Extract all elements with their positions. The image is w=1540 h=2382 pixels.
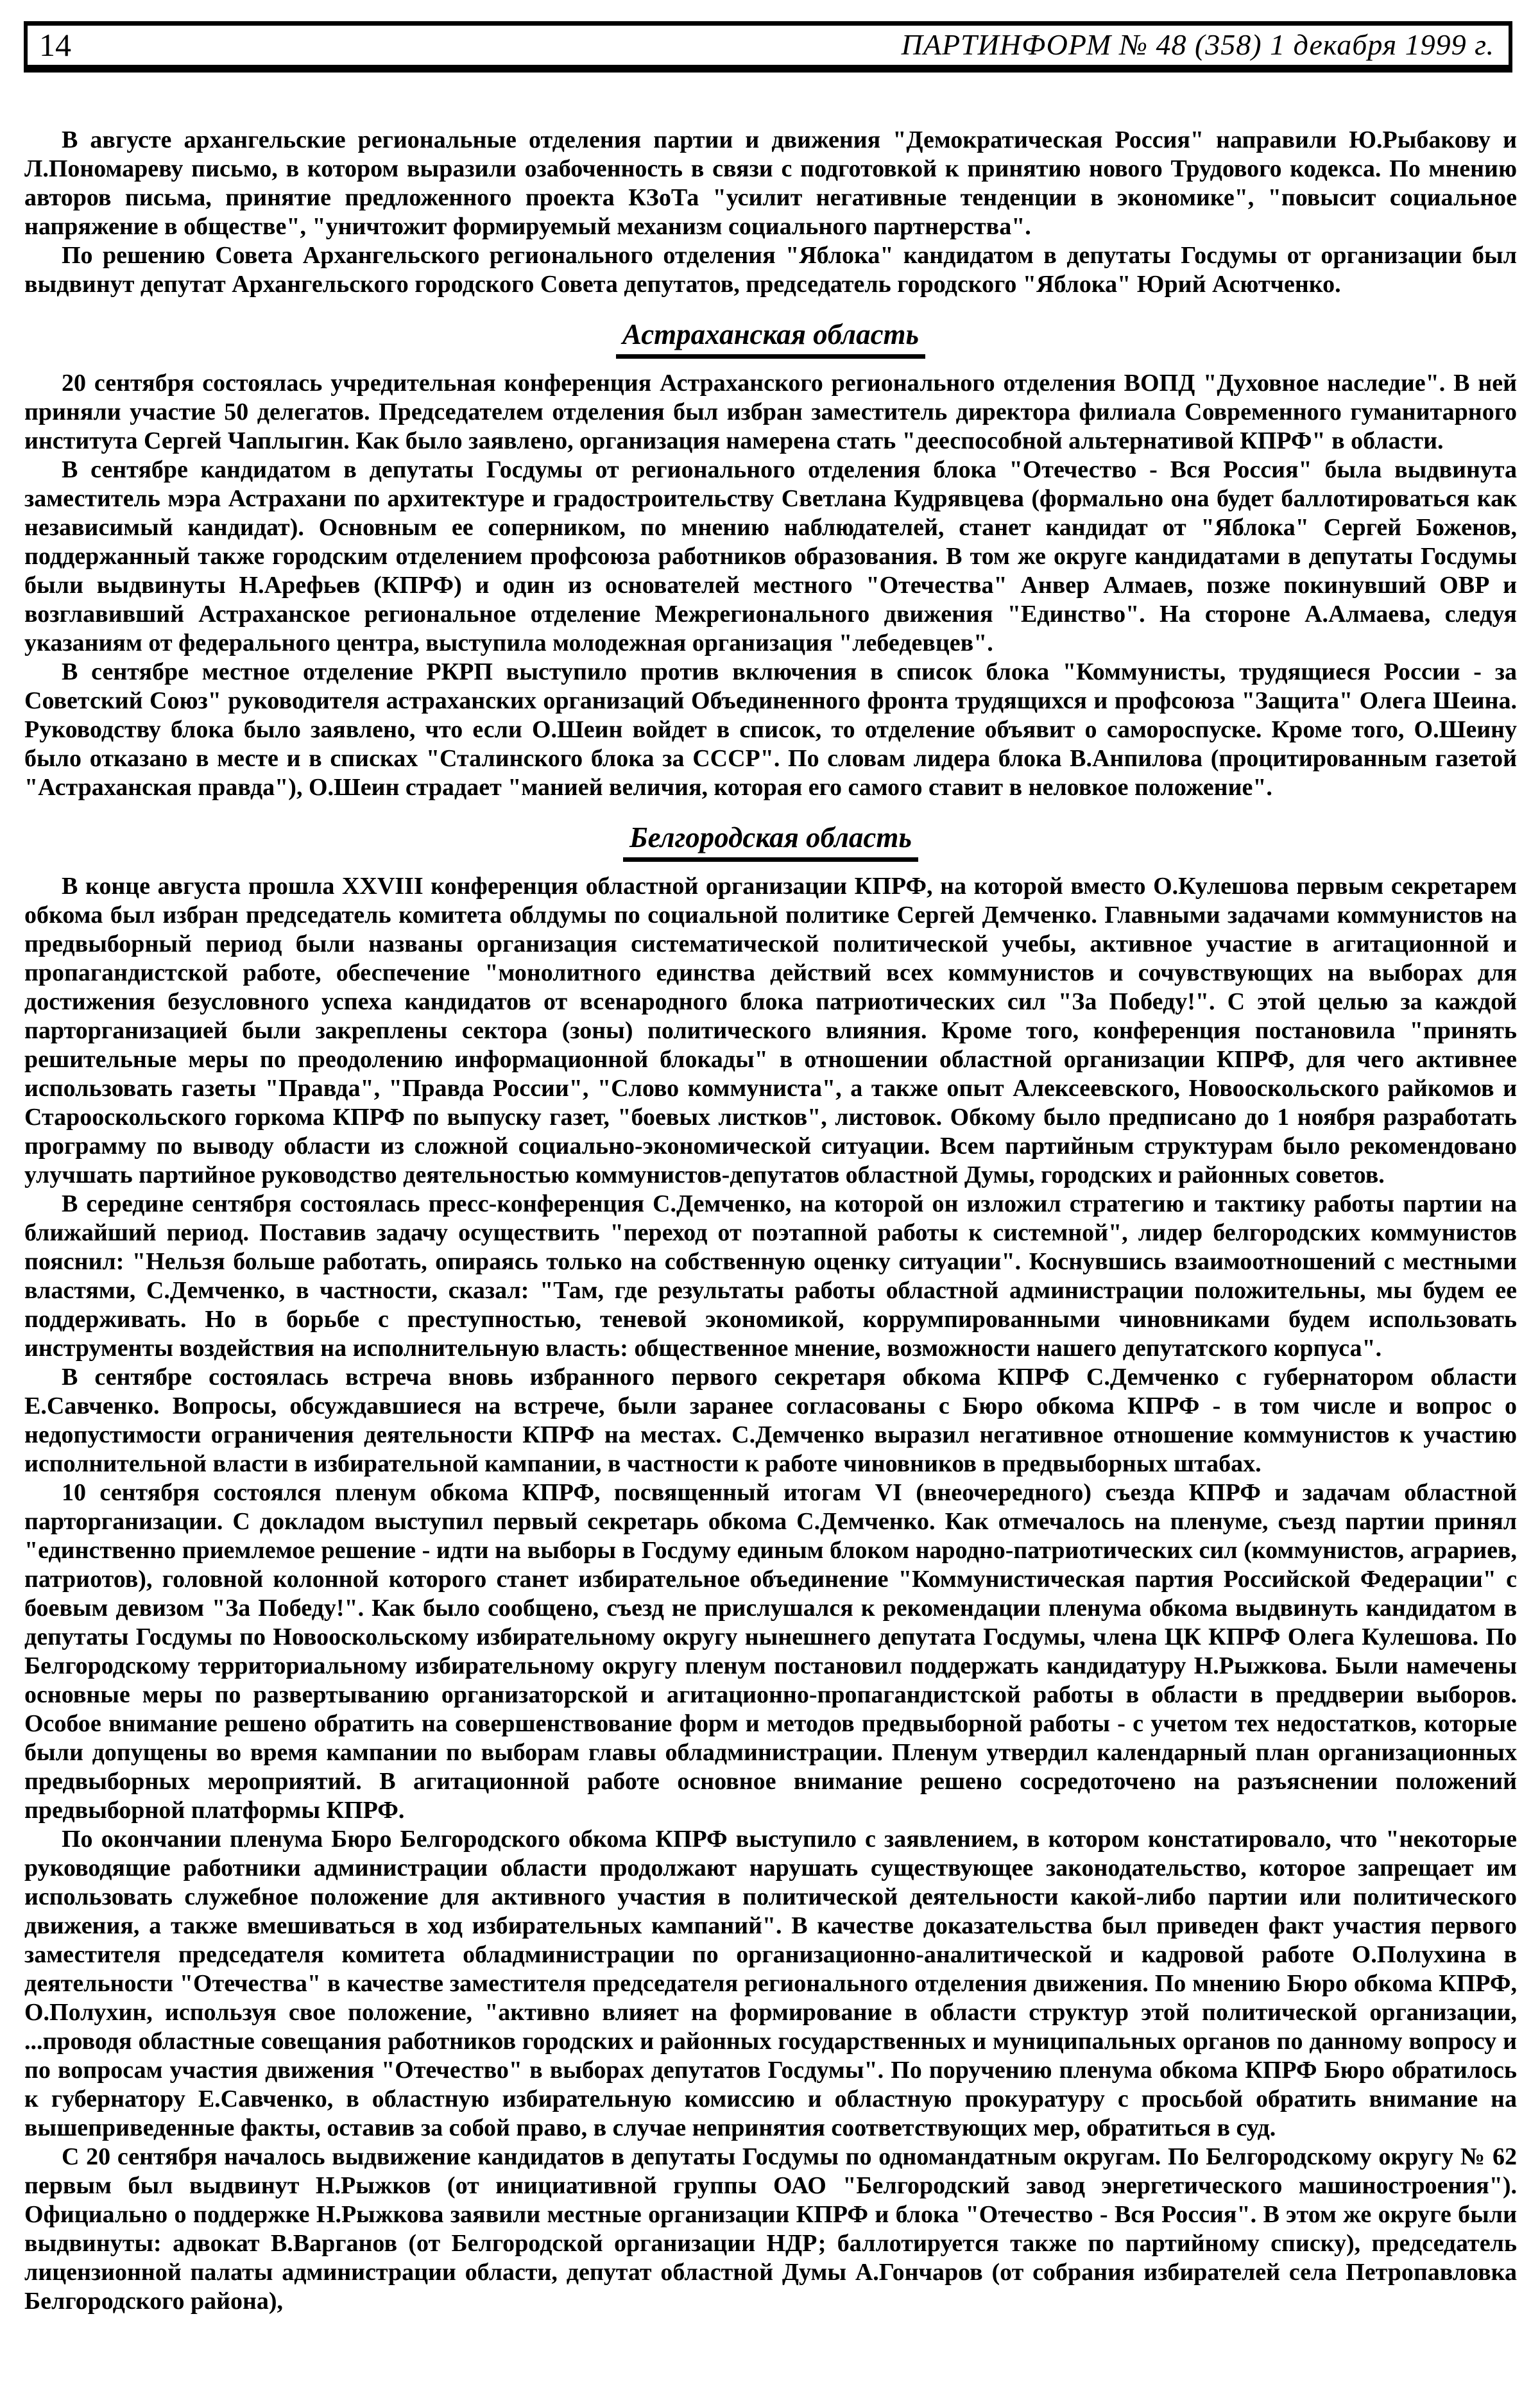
body-paragraph: В сентябре состоялась встреча вновь избранного первого секретаря обкома КПРФ С.Демченко с губернатором области Е.Савченко. Вопросы, обсуждавшиеся на встрече, были заранее согласованы с Бюро обкома КПРФ - в том числе и вопрос о недопустимости ограничения деятельности КПРФ на местах. С.Демченко выразил негативное отношение коммунистов к участию исполнительной власти в избирательной кампании, в частности к работе чиновников в предвыборных штабах. [24,1363,1517,1477]
body-paragraph: 10 сентября состоялся пленум обкома КПРФ, посвященный итогам VI (внеочередного) съезда КПРФ и задачам областной парторганизации. С докладом выступил первый секретарь обкома С.Демченко. Как отмечалось на пленуме, съезд партии принял "единственно приемлемое решение - идти на выборы в Госдуму единым блоком народно-патриотических сил (коммунистов, аграриев, патриотов), головной колонной которого станет избирательное объединение "Коммунистическая партия Российской Федерации" с боевым девизом "За Победу!". Как было сообщено, съезд не прислушался к рекомендации пленума обкома выдвинуть кандидатом в депутаты Госдумы по Новооскольскому избирательному округу нынешнего депутата Госдумы, члена ЦК КПРФ Олега Кулешова. По Белгородскому территориальному избирательному округу пленум постановил поддержать кандидатуру Н.Рыжкова. Были намечены основные меры по развертыванию организаторской и агитационно-пропагандистской работы в области в преддверии выборов. Особое внимание решено обратить на совершенствование форм и методов предвыборной работы - с учетом тех недостатков, которые были допущены во время кампании по выборам главы обладминистрации. Пленум утвердил календарный план организационных предвыборных мероприятий. В агитационной работе основное внимание решено сосредоточено на разъяснении положений предвыборной платформы КПРФ. [24,1478,1517,1824]
issue-title: ПАРТИНФОРМ № 48 (358) 1 декабря 1999 г. [901,28,1494,61]
section-heading-wrap [24,821,1517,862]
body-paragraph: По окончании пленума Бюро Белгородского обкома КПРФ выступило с заявлением, в котором констатировало, что "некоторые руководящие работники администрации области продолжают нарушать существующее законодательство, которое запрещает им использовать служебное положение для активного участия в политической деятельности какой-либо партии или политического движения, а также вмешиваться в ход избирательных кампаний". В качестве доказательства был приведен факт участия первого заместителя председателя комитета обладминистрации по организационно-аналитической и кадровой работе О.Полухина в деятельности "Отечества" в качестве заместителя председателя регионального отделения движения. По мнению Бюро обкома КПРФ, О.Полухин, используя свое положение, "активно влияет на формирование в области структур этой политической организации, ...проводя областные совещания работников городских и районных государственных и муниципальных органов по данному вопросу и по вопросам участия движения "Отечество" в выборах депутатов Госдумы". По поручению пленума обкома КПРФ Бюро обратилось к губернатору Е.Савченко, в областную избирательную комиссию и областную прокуратуру с просьбой обратить внимание на вышеприведенные факты, оставив за собой право, в случае непринятия соответствующих мер, обратиться в суд. [24,1825,1517,2141]
body-paragraph: По решению Совета Архангельского регионального отделения "Яблока" кандидатом в депутаты Госдумы от организации был выдвинут депутат Архангельского городского Совета депутатов, председатель городского "Яблока" Юрий Асютченко. [24,242,1517,298]
page-number: 14 [39,26,71,63]
body-paragraph: В сентябре кандидатом в депутаты Госдумы от регионального отделения блока "Отечество - Вся Россия" была выдвинута заместитель мэра Астрахани по архитектуре и градостроительству Светлана Кудрявцева (формально она будет баллотироваться как независимый кандидат). Основным ее соперником, по мнению наблюдателей, станет кандидат от "Яблока" Сергей Боженов, поддержанный также городским отделением профсоюза работников образования. В том же округе кандидатами в депутаты Госдумы были выдвинуты Н.Арефьев (КПРФ) и один из основателей местного "Отечества" Анвер Алмаев, позже покинувший ОВР и возглавивший Астраханское региональное отделение Межрегионального движения "Единство". На стороне А.Алмаева, следуя указаниям от федерального центра, выступила молодежная организация "лебедевцев". [24,456,1517,656]
section-heading-belgorod: Белгородская область [623,821,918,862]
article-body [24,126,1517,2316]
body-paragraph: В августе архангельские региональные отделения партии и движения "Демократическая Россия" направили Ю.Рыбакову и Л.Пономареву письмо, в котором выразили озабоченность в связи с подготовкой к принятию нового Трудового кодекса. По мнению авторов письма, принятие предложенного проекта КЗоТа "усилит негативные тенденции в экономике", "повысит социальное напряжение в обществе", "уничтожит формируемый механизм социального партнерства". [24,126,1517,240]
section-heading-wrap [24,318,1517,359]
body-paragraph: 20 сентября состоялась учредительная конференция Астраханского регионального отделения ВОПД "Духовное наследие". В ней приняли участие 50 делегатов. Председателем отделения был избран заместитель директора филиала Современного гуманитарного института Сергей Чаплыгин. Как было заявлено, организация намерена стать "дееспособной альтернативой КПРФ" в области. [24,369,1517,454]
section-heading-astrakhan: Астраханская область [616,318,925,359]
body-paragraph: В сентябре местное отделение РКРП выступило против включения в список блока "Коммунисты, трудящиеся России - за Советский Союз" руководителя астраханских организаций Объединенного фронта трудящихся и профсоюза "Защита" Олега Шеина. Руководству блока было заявлено, что если О.Шеин войдет в список, то отделение объявит о самороспуске. Кроме того, О.Шеину было отказано в месте и в списках "Сталинского блока за СССР". По словам лидера блока В.Анпилова (процитированным газетой "Астраханская правда"), О.Шеин страдает "манией величия, которая его самого ставит в неловкое положение". [24,658,1517,801]
body-paragraph: В середине сентября состоялась пресс-конференция С.Демченко, на которой он изложил стратегию и тактику работы партии на ближайший период. Поставив задачу осуществить "переход от поэтапной работы к системной", лидер белгородских коммунистов пояснил: "Нельзя больше работать, опираясь только на собственную оценку ситуации". Коснувшись взаимоотношений с местными властями, С.Демченко, в частности, сказал: "Там, где результаты работы областной администрации положительны, мы будем ее поддерживать. Но в борьбе с преступностью, теневой экономикой, коррумпированными чиновниками будем использовать инструменты воздействия на исполнительную власть: общественное мнение, возможности нашего депутатского корпуса". [24,1190,1517,1362]
body-paragraph: С 20 сентября началось выдвижение кандидатов в депутаты Госдумы по одномандатным округам. По Белгородскому округу № 62 первым был выдвинут Н.Рыжков (от инициативной группы ОАО "Белгородский завод энергетического машиностроения"). Официально о поддержке Н.Рыжкова заявили местные организации КПРФ и блока "Отечество - Вся Россия". В этом же округе были выдвинуты: адвокат В.Варганов (от Белгородской организации НДР; баллотируется также по партийному списку), председатель лицензионной палаты администрации области, депутат областной Думы А.Гончаров (от собрания избирателей села Петропавловка Белгородского района), [24,2143,1517,2315]
body-paragraph: В конце августа прошла XXVIII конференция областной организации КПРФ, на которой вместо О.Кулешова первым секретарем обкома был избран председатель комитета облдумы по социальной политике Сергей Демченко. Главными задачами коммунистов на предвыборный период были названы организация систематической политической учебы, активное участие в агитационной и пропагандистской работе, обеспечение "монолитного единства действий всех коммунистов и сочувствующих на выборах для достижения безусловного успеха кандидатов от всенародного блока патриотических сил "За Победу!". С этой целью за каждой парторганизацией были закреплены сектора (зоны) политического влияния. Кроме того, конференция постановила "принять решительные меры по преодолению информационной блокады" в отношении областной организации КПРФ, для чего активнее использовать газеты "Правда", "Правда России", "Слово коммуниста", а также опыт Алексеевского, Новооскольского райкомов и Старооскольского горкома КПРФ по выпуску газет, "боевых листков", листовок. Обкому было предписано до 1 ноября разработать программу по выводу области из сложной социально-экономической ситуации. Всем партийным структурам было рекомендовано улучшать партийное руководство деятельностью коммунистов-депутатов областной Думы, городских и районных советов. [24,872,1517,1188]
page-header [24,21,1512,73]
